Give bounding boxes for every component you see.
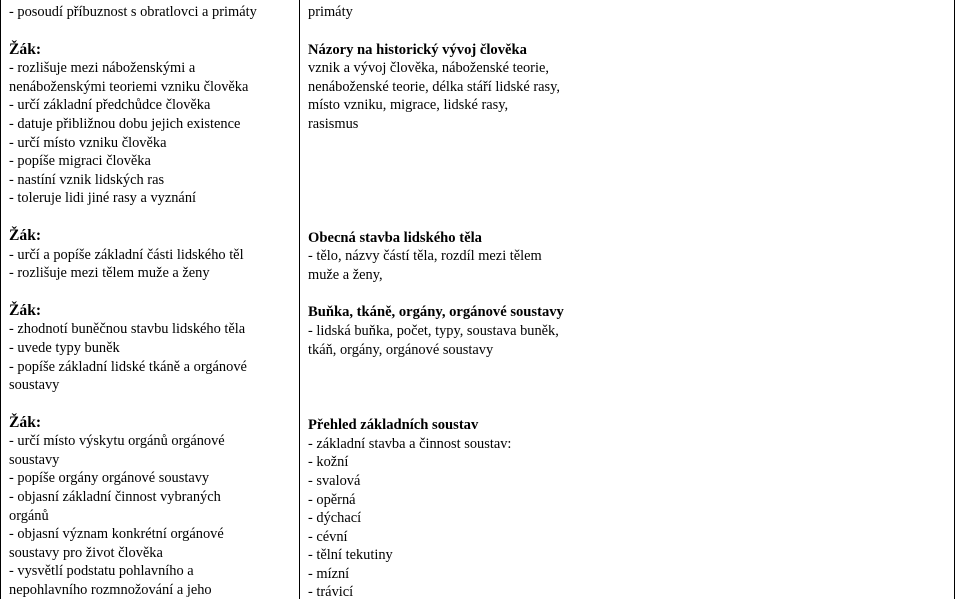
outcome-line: soustavy [9,451,60,468]
outcome-section-1 [9,41,295,208]
outcome-line: - popíše migraci člověka [9,153,151,170]
outcome-line: soustavy [9,377,60,394]
outcome-section-4 [9,414,295,600]
outcome-line: nepohlavního rozmnožování a jeho [9,582,212,599]
outcome-line: - určí a popíše základní části lidského těl [9,246,244,263]
outcome-line: - toleruje lidi jiné rasy a vyznání [9,190,197,207]
curriculum-section-2 [308,229,950,285]
curriculum-section-3 [308,303,950,359]
outcome-line: - určí základní předchůdce člověka [9,97,211,114]
curriculum-line: - trávicí [308,584,354,601]
outcome-line: - datuje přibližnou dobu jejich existence [9,115,241,132]
outcome-line: soustavy pro život člověka [9,544,163,561]
outcome-line: - uvede typy buněk [9,339,120,356]
outcome-line: - nastíní vznik lidských ras [9,171,165,188]
outcome-line: - rozlišuje mezi náboženskými a [9,60,196,77]
outcome-section-3 [9,302,295,395]
curriculum-line: místo vzniku, migrace, lidské rasy, [308,97,509,114]
column-curriculum-content [308,3,950,602]
curriculum-line: vznik a vývoj člověka, náboženské teorie, [308,60,549,77]
curriculum-line: muže a ženy, [308,266,383,283]
topic-heading: Obecná stavba lidského těla [308,229,482,246]
outcome-line: nenáboženskými teoriemi vzniku člověka [9,78,249,95]
curriculum-line: primáty [308,4,353,20]
curriculum-line: - opěrná [308,491,356,508]
curriculum-line: - mízní [308,565,350,582]
student-label: Žák: [9,413,42,431]
student-label: Žák: [9,40,42,58]
column-outcomes-content [9,3,295,600]
column-curriculum [300,0,955,599]
topic-heading: Přehled základních soustav [308,417,479,434]
outcome-line: - určí místo výskytu orgánů orgánové [9,433,225,450]
outcome-line: - vysvětlí podstatu pohlavního a [9,563,194,580]
curriculum-line: - svalová [308,472,361,489]
student-label: Žák: [9,301,42,319]
outcome-line: - popíše orgány orgánové soustavy [9,470,210,487]
outcome-line: - posoudí příbuznost s obratlovci a primáty [9,4,257,20]
curriculum-line: - tělní tekutiny [308,547,393,564]
curriculum-line: - cévní [308,528,348,545]
outcome-line: - rozlišuje mezi tělem muže a ženy [9,265,210,282]
curriculum-line: rasismus [308,115,359,132]
outcome-line: - objasní význam konkrétní orgánové [9,526,224,543]
outcome-line: - zhodnotí buněčnou stavbu lidského těla [9,321,246,338]
curriculum-line: - kožní [308,454,349,471]
topic-heading: Buňka, tkáně, orgány, orgánové soustavy [308,304,564,321]
student-label: Žák: [9,226,42,244]
topic-heading: Názory na historický vývoj člověka [308,41,527,58]
outcome-line: - popíše základní lidské tkáně a orgánové [9,358,247,375]
curriculum-section-4 [308,416,950,602]
outcome-section-2 [9,227,295,283]
curriculum-line: - dýchací [308,510,362,527]
outcome-line: - objasní základní činnost vybraných [9,489,221,506]
curriculum-line: - základní stavba a činnost soustav: [308,435,512,452]
curriculum-line: nenáboženské teorie, délka stáří lidské rasy, [308,78,561,95]
curriculum-section-1 [308,41,950,134]
outcome-line: orgánů [9,507,49,524]
curriculum-line: - tělo, názvy částí těla, rozdíl mezi tělem [308,248,542,265]
curriculum-line: tkáň, orgány, orgánové soustavy [308,341,494,358]
outcome-line: - určí místo vzniku člověka [9,134,167,151]
column-outcomes [1,0,300,599]
curriculum-line: - lidská buňka, počet, typy, soustava buněk, [308,322,559,339]
